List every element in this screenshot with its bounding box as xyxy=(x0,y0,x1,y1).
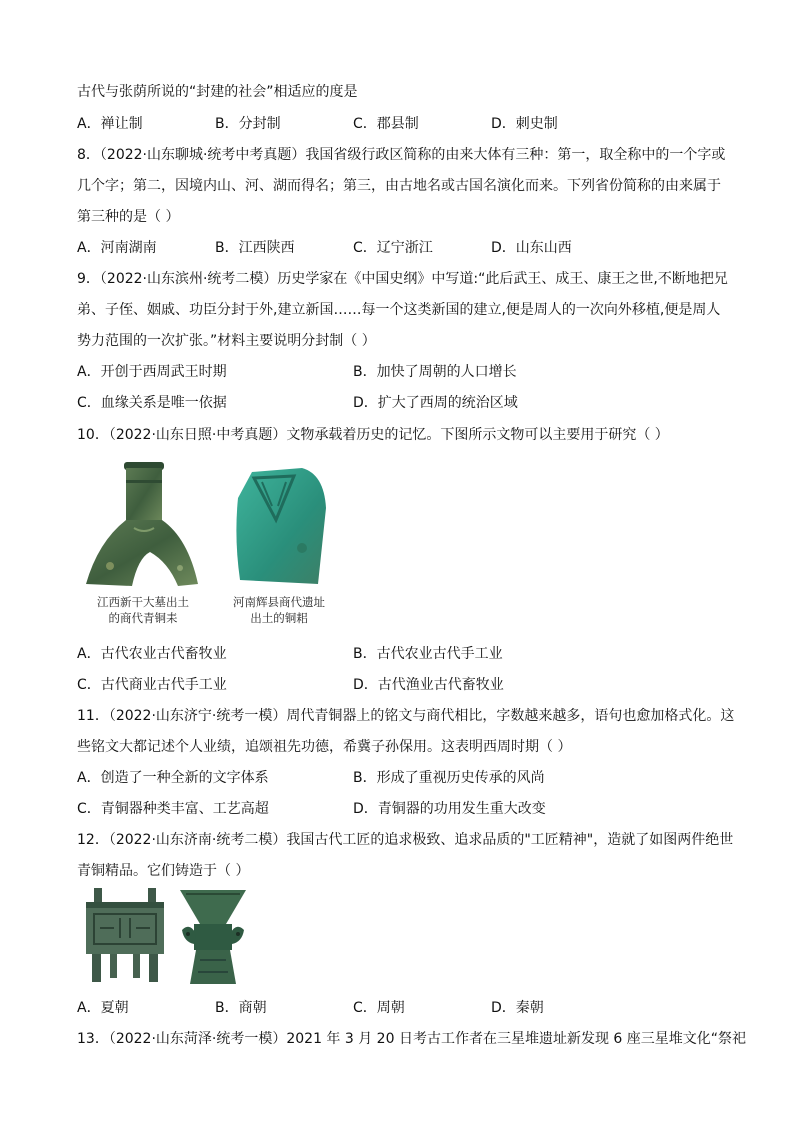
bronze-ding-image xyxy=(80,888,170,984)
q10-option-b[interactable]: B．古代农业古代手工业 xyxy=(353,646,503,662)
q12-option-c[interactable]: C．周朝 xyxy=(353,1000,405,1016)
q12-option-a[interactable]: A．夏朝 xyxy=(77,1000,129,1016)
caption-bronze-spade-line-1: 河南辉县商代遗址 xyxy=(233,595,325,609)
q9-option-d[interactable]: D．扩大了西周的统治区域 xyxy=(353,395,518,411)
q9-stem-line-3: 势力范围的一次扩张。”材料主要说明分封制（ ） xyxy=(77,333,376,349)
q9-stem-line-1: 9．（2022·山东滨州·统考二模）历史学家在《中国史纲》中写道:“此后武王、成王、康王之世,不断地把兄 xyxy=(77,271,728,287)
bronze-spade-image xyxy=(232,468,327,586)
q13-stem-line-1: 13．（2022·山东菏泽·统考一模）2021 年 3 月 20 日考古工作者在三星堆遗址新发现 6 座三星堆文化“祭祀 xyxy=(77,1031,747,1047)
q8-stem-line-3: 第三种的是（ ） xyxy=(77,209,180,225)
q10-option-a[interactable]: A．古代农业古代畜牧业 xyxy=(77,646,227,662)
q12-option-d[interactable]: D．秦朝 xyxy=(491,1000,544,1016)
q7-option-b[interactable]: B．分封制 xyxy=(215,116,281,132)
q10-option-d[interactable]: D．古代渔业古代畜牧业 xyxy=(353,677,504,693)
q7-stem-tail: 古代与张荫所说的“封建的社会”相适应的度是 xyxy=(77,84,358,100)
q10-option-c[interactable]: C．古代商业古代手工业 xyxy=(77,677,227,693)
q9-option-b[interactable]: B．加快了周朝的人口增长 xyxy=(353,364,517,380)
q11-option-b[interactable]: B．形成了重视历史传承的风尚 xyxy=(353,770,545,786)
q8-option-b[interactable]: B．江西陕西 xyxy=(215,240,295,256)
q10-stem-line-1: 10．（2022·山东日照·中考真题）文物承载着历史的记忆。下图所示文物可以主要用于研究（ ） xyxy=(77,427,669,443)
q8-option-a[interactable]: A．河南湖南 xyxy=(77,240,157,256)
q11-option-a[interactable]: A．创造了一种全新的文字体系 xyxy=(77,770,269,786)
q8-option-d[interactable]: D．山东山西 xyxy=(491,240,572,256)
q9-option-c[interactable]: C．血缘关系是唯一依据 xyxy=(77,395,227,411)
q12-option-b[interactable]: B．商朝 xyxy=(215,1000,267,1016)
q11-stem-line-2: 些铭文大都记述个人业绩，追颂祖先功德，希冀子孙保用。这表明西周时期（ ） xyxy=(77,739,572,755)
q8-stem-line-2: 几个字；第二，因境内山、河、湖而得名；第三，由古地名或古国名演化而来。下列省份简称的由来属于 xyxy=(77,178,721,194)
q9-stem-line-2: 弟、子侄、姻戚、功臣分封于外,建立新国……每一个这类新国的建立,便是周人的一次向外移植,便是周人 xyxy=(77,302,721,318)
bronze-zun-image xyxy=(176,890,250,984)
q11-stem-line-1: 11．（2022·山东济宁·统考一模）周代青铜器上的铭文与商代相比，字数越来越多，语句也愈加格式化。这 xyxy=(77,708,735,724)
caption-bronze-spade-line-2: 出土的铜耜 xyxy=(250,611,308,625)
q12-stem-line-2: 青铜精品。它们铸造于（ ） xyxy=(77,863,250,879)
caption-bronze-plough-line-1: 江西新干大墓出土 xyxy=(97,595,189,609)
q7-option-c[interactable]: C．郡县制 xyxy=(353,116,419,132)
q11-option-d[interactable]: D．青铜器的功用发生重大改变 xyxy=(353,801,546,817)
caption-bronze-plough-line-2: 的商代青铜耒 xyxy=(108,611,178,625)
q9-option-a[interactable]: A．开创于西周武王时期 xyxy=(77,364,227,380)
q8-option-c[interactable]: C．辽宁浙江 xyxy=(353,240,433,256)
q7-option-a[interactable]: A．禅让制 xyxy=(77,116,143,132)
q8-stem-line-1: 8．（2022·山东聊城·统考中考真题）我国省级行政区简称的由来大体有三种：第一，取全称中的一个字或 xyxy=(77,147,726,163)
q11-option-c[interactable]: C．青铜器种类丰富、工艺高超 xyxy=(77,801,269,817)
bronze-plough-image xyxy=(80,458,205,590)
q7-option-d[interactable]: D．刺史制 xyxy=(491,116,558,132)
q12-stem-line-1: 12．（2022·山东济南·统考二模）我国古代工匠的追求极致、追求品质的"工匠精神"，造就了如图两件绝世 xyxy=(77,832,734,848)
